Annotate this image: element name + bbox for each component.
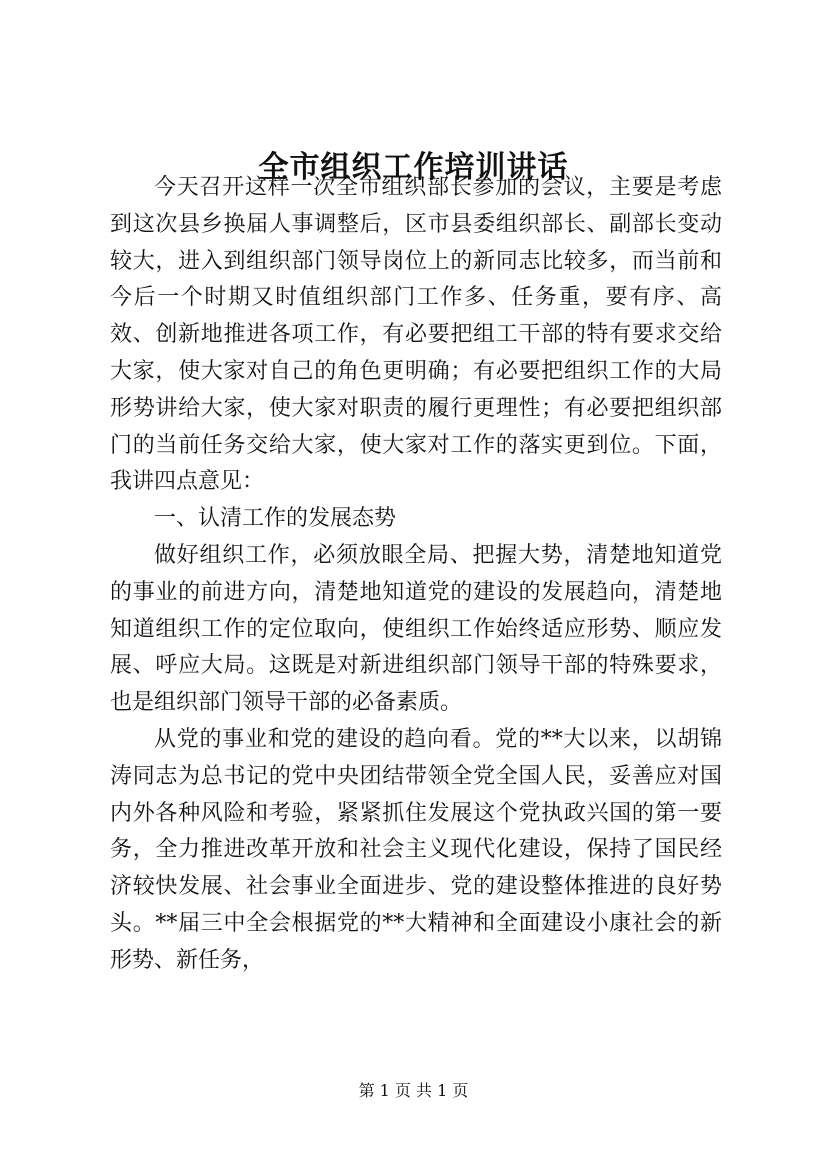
paragraph-section-1: 做好组织工作，必须放眼全局、把握大势，清楚地知道党的事业的前进方向，清楚地知道党的建设的发展趋向，清楚地知道组织工作的定位取向，使组织工作始终适应形势、顺应发展、呼应大局。这既是对新进组织部门领导干部的特殊要求，也是组织部门领导干部的必备素质。 <box>110 542 722 716</box>
document-body <box>110 170 722 980</box>
document-title: 全市组织工作培训讲话 <box>258 150 569 185</box>
paragraph-party-trend: 从党的事业和党的建设的趋向看。党的**大以来，以胡锦涛同志为总书记的党中央团结带领全党全国人民，妥善应对国内外各种风险和考验，紧紧抓住发展这个党执政兴国的第一要务，全力推进改革开放和社会主义现代化建设，保持了国民经济较快发展、社会事业全面进步、党的建设整体推进的良好势头。**届三中全会根据党的**大精神和全面建设小康社会的新形势、新任务， <box>110 726 722 973</box>
page-footer: 第 1 页 共 1 页 <box>358 1081 469 1100</box>
section-heading-1: 一、认清工作的发展态势 <box>154 506 397 532</box>
paragraph-intro: 今天召开这样一次全市组织部长参加的会议，主要是考虑到这次县乡换届人事调整后，区市县委组织部长、副部长变动较大，进入到组织部门领导岗位上的新同志比较多，而当前和今后一个时期又时值组织部门工作多、任务重，要有序、高效、创新地推进各项工作，有必要把组工干部的特有要求交给大家，使大家对自己的角色更明确；有必要把组织工作的大局形势讲给大家，使大家对职责的履行更理性；有必要把组织部门的当前任务交给大家，使大家对工作的落实更到位。下面，我讲四点意见： <box>110 175 722 495</box>
